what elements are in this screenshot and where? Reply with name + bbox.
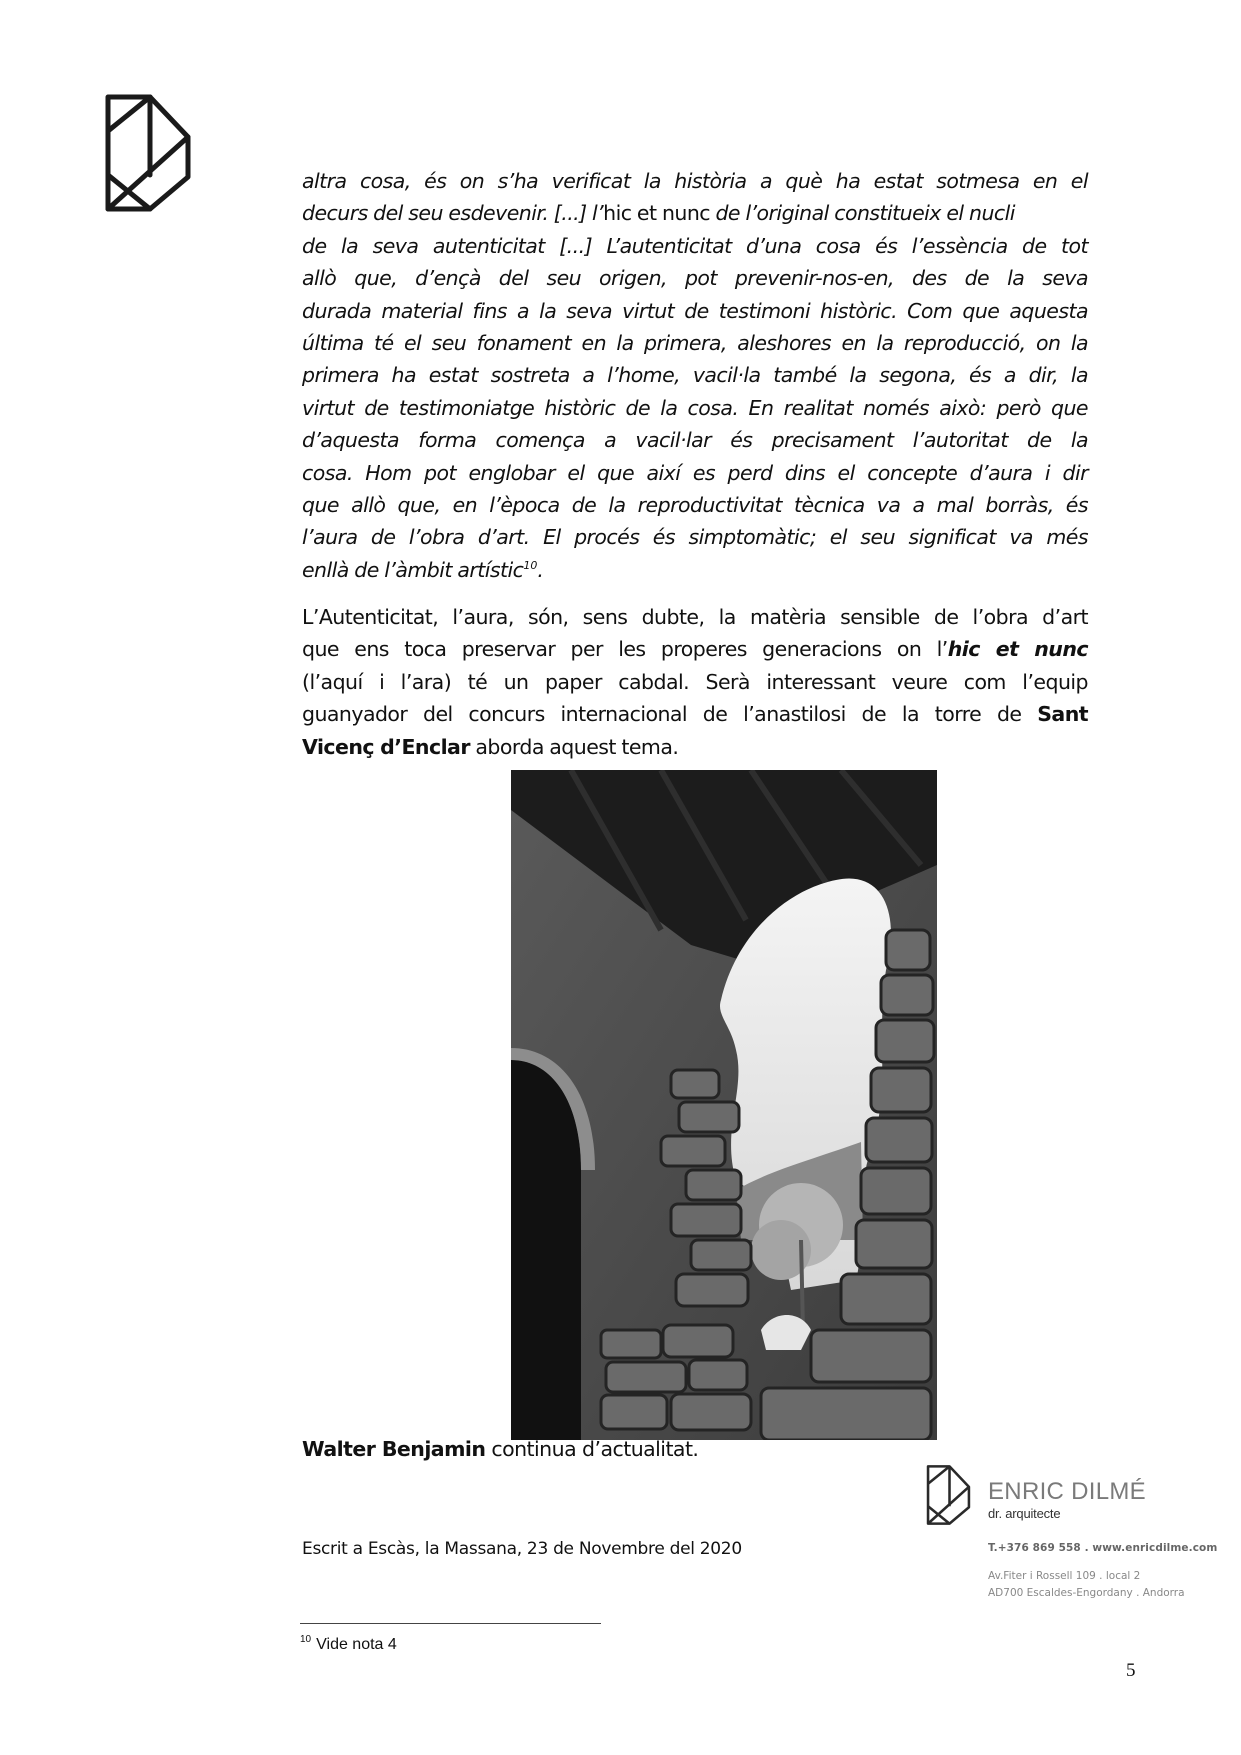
quote-line: [302, 489, 1088, 521]
signature-title: dr. arquitecte: [988, 1506, 1061, 1521]
quote-line: [302, 327, 1088, 359]
quote-text: que allò que, en l’època de la reproductivitat tècnica va a mal borràs, és: [302, 492, 1088, 517]
hic-et-nunc-emphasis: hic et nunc: [947, 637, 1088, 662]
quote-line: [302, 165, 1088, 197]
commentary-paragraph: [302, 601, 1088, 763]
logo-stroke: [108, 97, 150, 131]
quote-text: enllà de l’àmbit artístic: [302, 557, 524, 582]
quote-text: .: [537, 557, 544, 582]
signature-address-line-1: Av.Fiter i Rossell 109 . local 2: [988, 1570, 1141, 1582]
footnote-text: Vide nota 4: [316, 1636, 397, 1653]
quote-line: [302, 392, 1088, 424]
place-date: Escrit a Escàs, la Massana, 23 de Novembre del 2020: [302, 1539, 742, 1559]
quoted-passage: [302, 165, 1088, 586]
quote-text: altra cosa, és on s’ha verificat la història a què ha estat sotmesa en el: [302, 169, 1088, 193]
paragraph-text: guanyador del concurs internacional de l’anastilosi de la torre de: [302, 702, 1038, 727]
paragraph-line: [302, 731, 1088, 763]
signature-logo-icon: [926, 1462, 972, 1527]
quote-line: [302, 457, 1088, 489]
paragraph-text: (l’aquí i l’ara) té un paper cabdal. Serà interessant veure com l’equip: [302, 669, 1088, 694]
quote-text: virtut de testimoniatge històric de la cosa. En realitat només això: però que: [302, 395, 1088, 420]
signature-address-line-2: AD700 Escaldes-Engordany . Andorra: [988, 1587, 1185, 1599]
quote-line: [302, 197, 1088, 229]
quote-text: de l’original constitueix el nucli: [709, 201, 1015, 226]
quote-text: cosa. Hom pot englobar el que així es perd dins el concepte d’aura i dir: [302, 460, 1088, 485]
signature-contact[interactable]: T.+376 869 558 . www.enricdilme.com: [988, 1542, 1218, 1554]
closing-text: continua d’actualitat.: [485, 1437, 699, 1461]
page-number: 5: [1126, 1660, 1136, 1681]
paragraph-text: L’Autenticitat, l’aura, són, sens dubte, la matèria sensible de l’obra d’art: [302, 605, 1088, 629]
place-name-bold: Sant: [1037, 702, 1088, 727]
quote-line: [302, 554, 1088, 586]
footnote-reference[interactable]: 10: [523, 558, 538, 572]
footnote-number: 10: [300, 1634, 312, 1645]
paragraph-line: [302, 666, 1088, 698]
photo-ruined-wall: [511, 770, 937, 1440]
enric-dilme-logo-icon: [104, 89, 194, 215]
footnote-separator: [300, 1623, 601, 1624]
quote-text: l’aura de l’obra d’art. El procés és simptomàtic; el seu significat va més: [302, 525, 1088, 550]
quote-text: durada material fins a la seva virtut de testimoni històric. Com que aquesta: [302, 298, 1088, 323]
quote-text: d’aquesta forma comença a vacil·lar és precisament l’autoritat de la: [302, 428, 1088, 453]
photo-illustration: [511, 770, 937, 1440]
quote-text: primera ha estat sostreta a l’home, vacil·la també la segona, és a dir, la: [302, 363, 1088, 388]
place-name-bold: Vicenç d’Enclar: [302, 734, 470, 759]
hic-et-nunc-upright: hic et nunc: [603, 201, 710, 226]
quote-line: [302, 424, 1088, 456]
closing-line: [302, 1437, 698, 1461]
quote-text: de la seva autenticitat [...] L’autenticitat d’una cosa és l’essència de tot: [302, 233, 1088, 258]
quote-text: allò que, d’ençà del seu origen, pot prevenir-nos-en, des de la seva: [302, 266, 1088, 291]
quote-line: [302, 521, 1088, 553]
paragraph-line: [302, 633, 1088, 665]
quote-line: [302, 359, 1088, 391]
footnote: [300, 1636, 397, 1654]
signature-name: ENRIC DILMÉ: [988, 1478, 1146, 1505]
paragraph-text: que ens toca preservar per les properes generacions on l’: [302, 637, 948, 662]
quote-line: [302, 262, 1088, 294]
quote-text: decurs del seu esdevenir. [...] l’: [302, 201, 604, 226]
paragraph-line: [302, 698, 1088, 730]
paragraph-text: aborda aquest tema.: [469, 734, 679, 759]
quote-line: [302, 295, 1088, 327]
paragraph-line: [302, 601, 1088, 633]
quote-line: [302, 230, 1088, 262]
quote-text: última té el seu fonament en la primera, aleshores en la reproducció, on la: [302, 330, 1088, 355]
author-name: Walter Benjamin: [302, 1437, 486, 1461]
